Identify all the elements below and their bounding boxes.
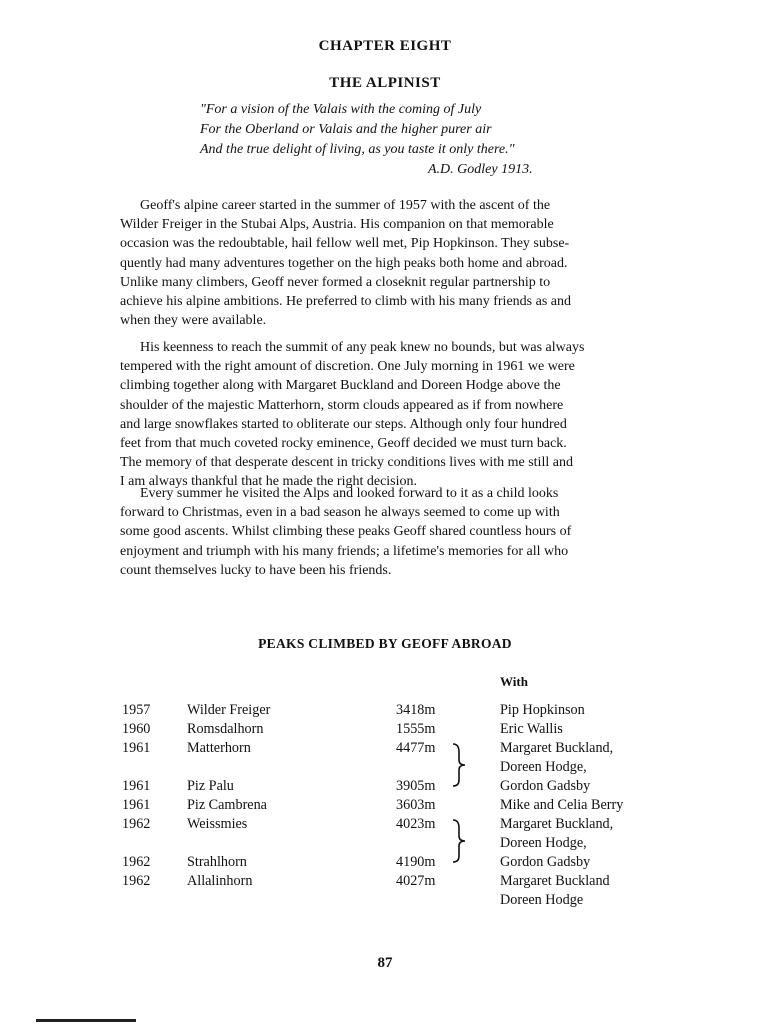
- with-cell: Eric Wallis: [500, 721, 563, 737]
- peak-cell: Wilder Freiger: [187, 702, 271, 718]
- with-cell: Gordon Gadsby: [500, 778, 591, 794]
- table-row: [0, 721, 770, 741]
- table-row: [0, 816, 770, 836]
- table-row: [0, 702, 770, 722]
- height-cell: 4190m: [396, 854, 436, 870]
- text-line: count themselves lucky to have been his friends.: [120, 562, 392, 578]
- height-cell: 4023m: [396, 816, 436, 832]
- epigraph-line: For the Oberland or Valais and the higher purer air: [200, 122, 492, 137]
- year-cell: 1962: [122, 816, 151, 832]
- table-row: [0, 873, 770, 893]
- peak-cell: Piz Palu: [187, 778, 234, 794]
- peak-cell: Allalinhorn: [187, 873, 253, 889]
- peak-cell: Matterhorn: [187, 740, 251, 756]
- peaks-heading: PEAKS CLIMBED BY GEOFF ABROAD: [258, 636, 512, 651]
- text-line: occasion was the redoubtable, hail fellow well met, Pip Hopkinson. They subse-: [120, 236, 570, 252]
- with-cell: Margaret Buckland,: [500, 740, 614, 756]
- with-cell: Doreen Hodge,: [500, 759, 587, 775]
- text-line: when they were available.: [120, 313, 267, 329]
- text-line: Every summer he visited the Alps and looked forward to it as a child looks: [140, 486, 559, 501]
- paragraph-career: [120, 196, 716, 330]
- brace-icon: [450, 816, 470, 866]
- year-cell: 1961: [122, 778, 151, 794]
- table-row: [0, 740, 770, 760]
- paragraph-summers: [120, 484, 716, 580]
- chapter-label: CHAPTER EIGHT: [318, 38, 452, 54]
- epigraph: [200, 100, 670, 180]
- with-cell: Margaret Buckland: [500, 873, 610, 889]
- text-line: achieve his alpine ambitions. He preferred to climb with his many friends as and: [120, 294, 571, 310]
- epigraph-line: And the true delight of living, as you taste it only there.": [200, 142, 515, 157]
- epigraph-line: "For a vision of the Valais with the coming of July: [200, 102, 482, 117]
- with-cell: Doreen Hodge,: [500, 835, 587, 851]
- table-row: [0, 854, 770, 874]
- with-cell: Doreen Hodge: [500, 892, 584, 908]
- height-cell: 4027m: [396, 873, 436, 889]
- year-cell: 1957: [122, 702, 151, 718]
- text-line: Geoff's alpine career started in the summer of 1957 with the ascent of the: [140, 198, 551, 213]
- peak-cell: Strahlhorn: [187, 854, 247, 870]
- height-cell: 3905m: [396, 778, 436, 794]
- with-cell: Gordon Gadsby: [500, 854, 591, 870]
- page-number: 87: [377, 955, 393, 971]
- text-line: The memory of that desperate descent in tricky conditions lives with me still and: [120, 455, 573, 471]
- text-line: forward to Christmas, even in a bad season he always seemed to come up with: [120, 505, 560, 521]
- with-cell: Mike and Celia Berry: [500, 797, 624, 813]
- with-column-heading: With: [500, 674, 528, 689]
- height-cell: 4477m: [396, 740, 436, 756]
- text-line: tempered with the right amount of discretion. One July morning in 1961 we were: [120, 359, 575, 375]
- height-cell: 1555m: [396, 721, 436, 737]
- year-cell: 1962: [122, 873, 151, 889]
- text-line: quently had many adventures together on the high peaks both home and abroad.: [120, 255, 568, 271]
- text-line: climbing together along with Margaret Buckland and Doreen Hodge above the: [120, 378, 561, 394]
- year-cell: 1961: [122, 797, 151, 813]
- with-cell: Margaret Buckland,: [500, 816, 614, 832]
- text-line: enjoyment and triumph with his many friends; a lifetime's memories for all who: [120, 543, 569, 559]
- height-cell: 3418m: [396, 702, 436, 718]
- paragraph-keenness: [120, 338, 716, 492]
- text-line: some good ascents. Whilst climbing these peaks Geoff shared countless hours of: [120, 524, 572, 540]
- chapter-title: THE ALPINIST: [329, 75, 441, 91]
- brace-icon: [450, 740, 470, 790]
- text-line: Wilder Freiger in the Stubai Alps, Austria. His companion on that memorable: [120, 217, 554, 233]
- height-cell: 3603m: [396, 797, 436, 813]
- with-cell: Pip Hopkinson: [500, 702, 585, 718]
- text-line: feet from that much coveted rocky eminence, Geoff decided we must turn back.: [120, 436, 567, 452]
- table-row: [0, 778, 770, 798]
- text-line: I am always thankful that he made the right decision.: [120, 474, 418, 490]
- peak-cell: Weissmies: [187, 816, 248, 832]
- year-cell: 1962: [122, 854, 151, 870]
- text-line: and large snowflakes started to obliterate our steps. Although only four hundred: [120, 416, 567, 432]
- epigraph-attribution: A.D. Godley 1913.: [428, 162, 533, 177]
- text-line: His keenness to reach the summit of any peak knew no bounds, but was always: [140, 340, 585, 355]
- year-cell: 1961: [122, 740, 151, 756]
- year-cell: 1960: [122, 721, 151, 737]
- peak-cell: Romsdalhorn: [187, 721, 264, 737]
- text-line: Unlike many climbers, Geoff never formed a closeknit regular partnership to: [120, 274, 551, 290]
- text-line: shoulder of the majestic Matterhorn, storm clouds appeared as if from nowhere: [120, 397, 564, 413]
- table-row: [0, 759, 770, 779]
- table-row: [0, 892, 770, 912]
- table-row: [0, 835, 770, 855]
- table-row: [0, 797, 770, 817]
- scan-artifact: [36, 1019, 136, 1022]
- peak-cell: Piz Cambrena: [187, 797, 267, 813]
